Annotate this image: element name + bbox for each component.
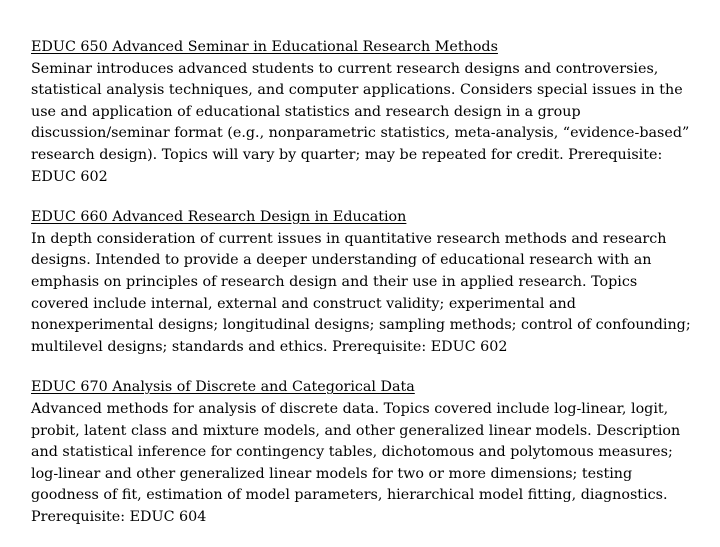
course-list — [31, 37, 696, 547]
course-entry-educ-660 — [31, 207, 696, 358]
course-description: Seminar introduces advanced students to current research designs and controversies, statistical analysis techniques, and computer applications. Considers special issues in the use and application of educational statistics and research design in a group discussion/seminar format (e.g., nonparametric statistics, meta-analysis, “evidence-based” research design). Topics will vary by quarter; may be repeated for credit. Prerequisite: EDUC 602 — [31, 60, 690, 185]
course-title: EDUC 670 Analysis of Discrete and Categorical Data — [31, 379, 415, 396]
course-title: EDUC 660 Advanced Research Design in Education — [31, 209, 407, 226]
course-description: In depth consideration of current issues in quantitative research methods and research designs. Intended to provide a deeper understanding of educational research with an emphasis on principles of research design and their use in applied research. Topics covered include internal, external and construct validity; experimental and nonexperimental designs; longitudinal designs; sampling methods; control of confounding; multilevel designs; standards and ethics. Prerequisite: EDUC 602 — [31, 230, 691, 355]
course-entry-educ-650 — [31, 37, 696, 188]
course-description: Advanced methods for analysis of discrete data. Topics covered include log-linear, logit, probit, latent class and mixture models, and other generalized linear models. Description and statistical inference for contingency tables, dichotomous and polytomous measures; log-linear and other generalized linear models for two or more dimensions; testing goodness of fit, estimation of model parameters, hierarchical model fitting, diagnostics. Prerequisite: EDUC 604 — [31, 400, 681, 525]
course-entry-educ-670 — [31, 377, 696, 528]
course-title: EDUC 650 Advanced Seminar in Educational Research Methods — [31, 39, 498, 55]
